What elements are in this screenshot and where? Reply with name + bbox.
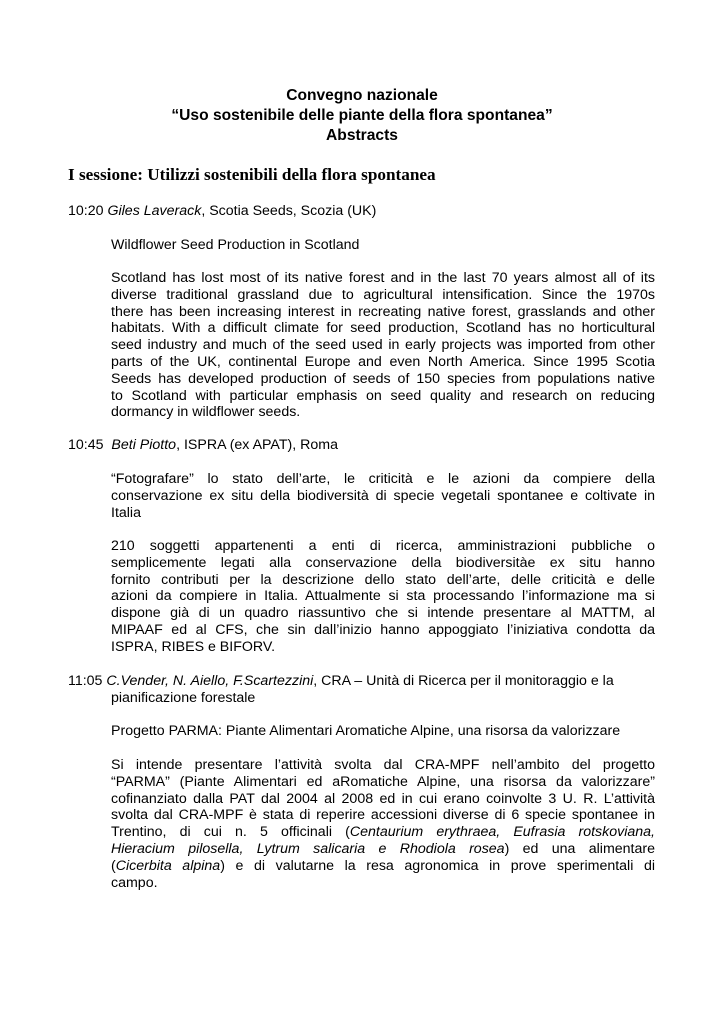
abstract-line: 210 soggetti appartenenti a enti di ricerca, amministrazioni pubbliche o (111, 538, 655, 554)
text-run: ) e di valutarne la resa agronomica in prove sperimentali di (220, 857, 655, 874)
abstract-line: dormancy in wildflower seeds. (111, 404, 301, 421)
abstract-line (111, 824, 655, 841)
abstract-line: azioni da compiere in Italia. Attualmente si sta processando l’informazione ma si (111, 588, 655, 605)
title-line: Italia (111, 504, 141, 521)
abstract-line: parts of the UK, continental Europe and even North America. Since 1995 Scotia (111, 353, 655, 370)
abstract-line: ISPRA, RIBES e BIFORV. (111, 638, 276, 655)
talk-2-abstract (111, 538, 655, 656)
text-run: Trentino, di cui n. 5 officinali ( (111, 824, 350, 841)
session-title: I sessione: Utilizzi sostenibili della flora spontanea (68, 165, 436, 184)
abstract-line: “PARMA” (Piante Alimentari ed aRomatiche Alpine, una risorsa da valorizzare” (111, 773, 655, 790)
conference-title: Convegno nazionale (286, 87, 438, 104)
conference-subtitle: “Uso sostenibile delle piante della flora spontanea” (171, 107, 553, 124)
abstract-line: habitats. With a difficult climate for seed production, Scotland has no horticultural (111, 320, 655, 337)
talk-author: Giles Laverack (107, 203, 202, 219)
document-header (0, 86, 724, 146)
abstract-line (111, 858, 655, 875)
abstract-line: campo. (111, 874, 158, 891)
abstract-line: diverse traditional grassland due to agricultural intensification. Since the 1970s (111, 286, 655, 303)
abstract-line: Seeds has developed production of seeds of 150 species from populations native (111, 370, 655, 387)
abstract-line: svolta dal CRA-MPF è stata di reperire accessioni diverse di 6 specie spontanee in (111, 807, 655, 824)
abstract-line: MIPAAF ed al CFS, che sin dall’inizio hanno appoggiato l’iniziativa condotta da (111, 621, 655, 638)
text-run: ) ed una alimentare (504, 840, 655, 857)
talk-1-time-line (68, 203, 376, 220)
species-names: Centaurium erythraea, Eufrasia rotskoviana, (349, 824, 655, 841)
talk-3-time-line (68, 673, 614, 690)
talk-2-title (111, 471, 655, 521)
abstract-line: dispone già di un quadro riassuntivo che si intende presentare al MATTM, al (111, 605, 655, 622)
talk-3-abstract (111, 757, 655, 891)
talk-2-time-line (68, 437, 338, 454)
title-line: conservazione ex situ della biodiversità di specie vegetali spontanee e coltivate in (111, 487, 655, 504)
title-line: “Fotografare” lo stato dell’arte, le criticità e le azioni da compiere della (111, 471, 655, 487)
abstract-line: Si intende presentare l’attività svolta dal CRA-MPF nell’ambito del progetto (111, 757, 655, 773)
talk-3-title: Progetto PARMA: Piante Alimentari Aromatiche Alpine, una risorsa da valorizzare (111, 723, 621, 739)
abstract-line: Scotland has lost most of its native forest and in the last 70 years almost all of its (111, 270, 655, 286)
talk-1-title: Wildflower Seed Production in Scotland (111, 237, 360, 253)
talk-3-affiliation-continued: pianificazione forestale (111, 690, 256, 706)
abstract-line: semplicemente legati alla conservazione della biodiversitàe ex situ hanno (111, 554, 655, 571)
abstract-line: there has been increasing interest in recreating native forest, grasslands and other (111, 303, 655, 320)
species-names: Hieracium pilosella, Lytrum salicaria e Rhodiola rosea (111, 840, 505, 857)
abstract-line: to Scotland with particular emphasis on seed quality and research on reducing (111, 387, 655, 404)
talk-time: 11:05 (68, 673, 103, 689)
talk-author: C.Vender, N. Aiello, F.Scartezzini (106, 673, 314, 689)
abstract-line: seed industry and much of the seed used in early projects was imported from other (111, 337, 655, 354)
species-names: Cicerbita alpina (115, 857, 221, 874)
talk-time: 10:20 (68, 203, 104, 219)
talk-1-abstract (111, 270, 655, 421)
talk-affiliation: , Scotia Seeds, Scozia (UK) (201, 203, 377, 219)
abstract-line (111, 841, 655, 858)
talk-affiliation: , CRA – Unità di Ricerca per il monitoraggio e la (313, 673, 614, 689)
talk-time: 10:45 (68, 437, 104, 453)
abstract-line: cofinanziato dalla PAT dal 2004 al 2008 ed in cui erano coinvolte 3 U. R. L’attività (111, 790, 655, 807)
abstracts-heading: Abstracts (326, 127, 398, 144)
talk-affiliation: , ISPRA (ex APAT), Roma (176, 437, 338, 453)
abstract-line: fornito contributi per la descrizione dello stato dell’arte, delle criticità e delle (111, 571, 655, 588)
text-run: ( (111, 857, 116, 874)
talk-author: Beti Piotto (111, 437, 177, 453)
